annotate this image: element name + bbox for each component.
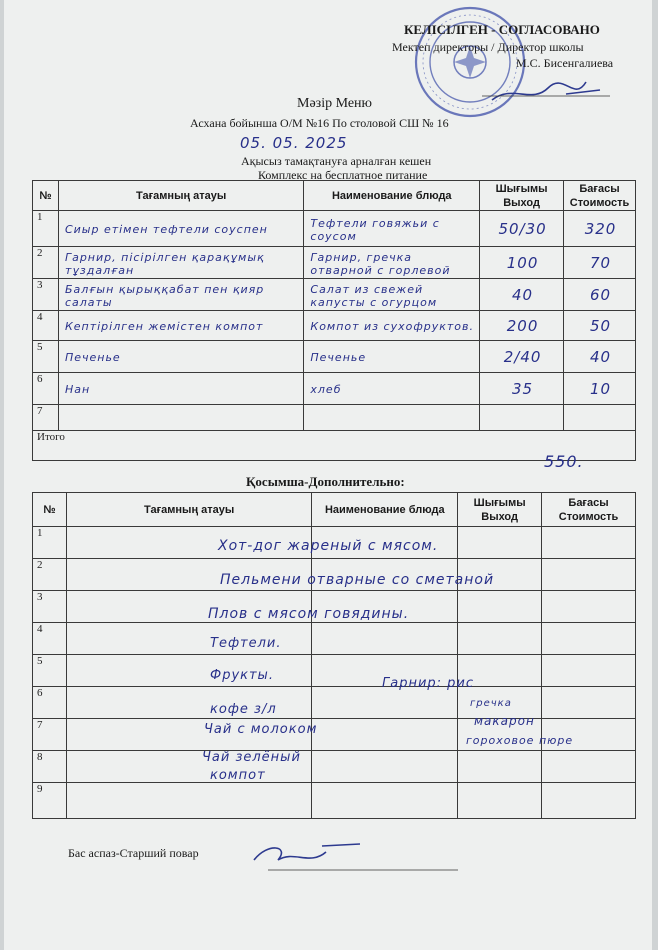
- approval-role: Мектеп директоры / Директор школы: [392, 40, 584, 54]
- document-sheet: [4, 0, 652, 950]
- dish-output: 2/40: [480, 341, 564, 373]
- dish-price: [564, 405, 636, 431]
- extra-row-number: 1: [33, 527, 67, 559]
- dish-price: 60: [564, 279, 636, 311]
- extra-handwritten-item: Чай с молоком: [204, 722, 318, 737]
- dish-name-kz: Печенье: [58, 341, 303, 373]
- menu-row: [33, 405, 636, 431]
- extra-cell: [542, 623, 636, 655]
- extra-cell: [312, 623, 458, 655]
- approval-name: М.С. Бисенгалиева: [516, 56, 614, 70]
- footer-label: Бас аспаз-Старший повар: [68, 846, 199, 860]
- dish-price: 320: [564, 211, 636, 247]
- dish-name-ru: [304, 405, 480, 431]
- extra-cell: [66, 783, 311, 819]
- row-number: 1: [33, 211, 59, 247]
- menu-row: [33, 311, 636, 341]
- dish-name-ru: Салат из свежей капусты с огурцом: [304, 279, 480, 311]
- extra-handwritten-item: Плов с мясом говядины.: [208, 606, 410, 622]
- dish-name-ru: хлеб: [304, 373, 480, 405]
- extra-handwritten-item: гречка: [470, 698, 512, 709]
- menu-row: [33, 211, 636, 247]
- extra-row-number: 5: [33, 655, 67, 687]
- menu-row: [33, 373, 636, 405]
- extra-cell: [312, 719, 458, 751]
- menu-date: 05. 05. 2025: [240, 134, 348, 152]
- extra-header-name-kz: Тағамның атауы: [66, 493, 311, 527]
- extra-cell: [66, 655, 311, 687]
- extra-header-num: №: [33, 493, 67, 527]
- extra-cell: [542, 655, 636, 687]
- header-output: Шығымы Выход: [480, 181, 564, 211]
- dish-name-kz: [58, 405, 303, 431]
- menu-table-header: [33, 181, 636, 211]
- extra-handwritten-item: Чай зелёный: [202, 750, 301, 765]
- extra-cell: [542, 783, 636, 819]
- subtitle-ru: Комплекс на бесплатное питание: [258, 168, 428, 182]
- extra-cell: [312, 751, 458, 783]
- extra-header-name-ru: Наименование блюда: [312, 493, 458, 527]
- extra-row: [33, 783, 636, 819]
- extra-table-header: [33, 493, 636, 527]
- extra-row-number: 8: [33, 751, 67, 783]
- dish-output: 100: [480, 247, 564, 279]
- extra-cell: [542, 751, 636, 783]
- total-label: Итого: [33, 431, 564, 461]
- extra-cell: [542, 591, 636, 623]
- extra-handwritten-item: гороховое пюре: [466, 734, 574, 747]
- extra-header-price: Бағасы Стоимость: [542, 493, 636, 527]
- header-name-ru: Наименование блюда: [304, 181, 480, 211]
- dish-name-kz: Сиыр етімен тефтели соуспен: [58, 211, 303, 247]
- extra-cell: [458, 783, 542, 819]
- dish-price: 40: [564, 341, 636, 373]
- extra-cell: [458, 751, 542, 783]
- extra-row-number: 4: [33, 623, 67, 655]
- extra-row: [33, 655, 636, 687]
- chef-signature: [234, 836, 464, 876]
- extra-cell: [458, 623, 542, 655]
- dish-price: 10: [564, 373, 636, 405]
- row-number: 5: [33, 341, 59, 373]
- extra-cell: [312, 687, 458, 719]
- extra-handwritten-item: Гарнир: рис: [382, 676, 475, 691]
- row-number: 2: [33, 247, 59, 279]
- dish-name-kz: Гарнир, пісірілген қарақұмық тұздалған: [58, 247, 303, 279]
- extra-row-number: 6: [33, 687, 67, 719]
- extra-handwritten-item: кофе з/л: [210, 702, 277, 717]
- menu-row: [33, 279, 636, 311]
- extra-cell: [312, 783, 458, 819]
- extra-cell: [458, 591, 542, 623]
- dish-output: 35: [480, 373, 564, 405]
- canteen-line: Асхана бойынша О/М №16 По столовой СШ № 16: [190, 116, 449, 130]
- dish-name-ru: Печенье: [304, 341, 480, 373]
- extra-row: [33, 687, 636, 719]
- menu-row: [33, 341, 636, 373]
- dish-price: 50: [564, 311, 636, 341]
- extra-handwritten-item: Хот-дог жареный с мясом.: [218, 538, 439, 554]
- menu-row: [33, 247, 636, 279]
- director-signature: [482, 74, 612, 114]
- menu-table: [32, 180, 636, 461]
- extra-row-number: 9: [33, 783, 67, 819]
- dish-output: 40: [480, 279, 564, 311]
- subtitle-kz: Ақысыз тамақтануға арналған кешен: [241, 154, 432, 168]
- extra-row-number: 2: [33, 559, 67, 591]
- dish-name-ru: Тефтели говяжьи с соусом: [304, 211, 480, 247]
- extra-cell: [542, 559, 636, 591]
- dish-name-kz: Нан: [58, 373, 303, 405]
- row-number: 3: [33, 279, 59, 311]
- extra-row: [33, 751, 636, 783]
- dish-output: [480, 405, 564, 431]
- dish-price: 70: [564, 247, 636, 279]
- approval-title: КЕЛІСІЛГЕН - СОГЛАСОВАНО: [404, 22, 600, 37]
- dish-name-ru: Компот из сухофруктов.: [304, 311, 480, 341]
- total-value: 550.: [544, 452, 584, 471]
- row-number: 4: [33, 311, 59, 341]
- extra-handwritten-item: Пельмени отварные со сметаной: [220, 572, 495, 588]
- dish-output: 50/30: [480, 211, 564, 247]
- header-price: Бағасы Стоимость: [564, 181, 636, 211]
- extra-handwritten-item: Фрукты.: [210, 668, 274, 683]
- menu-title: Мәзір Меню: [297, 96, 373, 111]
- extra-handwritten-item: макарон: [474, 714, 535, 728]
- dish-output: 200: [480, 311, 564, 341]
- dish-name-kz: Балғын қырыққабат пен қияр салаты: [58, 279, 303, 311]
- row-number: 6: [33, 373, 59, 405]
- extra-handwritten-item: Тефтели.: [210, 636, 282, 651]
- extra-cell: [458, 527, 542, 559]
- extra-title: Қосымша-Дополнительно:: [246, 474, 405, 489]
- extra-cell: [542, 687, 636, 719]
- extra-header-output: Шығымы Выход: [458, 493, 542, 527]
- row-number: 7: [33, 405, 59, 431]
- extra-handwritten-item: компот: [210, 768, 266, 783]
- dish-name-kz: Кептірілген жемістен компот: [58, 311, 303, 341]
- extra-row-number: 3: [33, 591, 67, 623]
- header-name-kz: Тағамның атауы: [58, 181, 303, 211]
- extra-row: [33, 623, 636, 655]
- extra-cell: [542, 527, 636, 559]
- dish-name-ru: Гарнир, гречка отварной с горлевой: [304, 247, 480, 279]
- extra-row-number: 7: [33, 719, 67, 751]
- header-num: №: [33, 181, 59, 211]
